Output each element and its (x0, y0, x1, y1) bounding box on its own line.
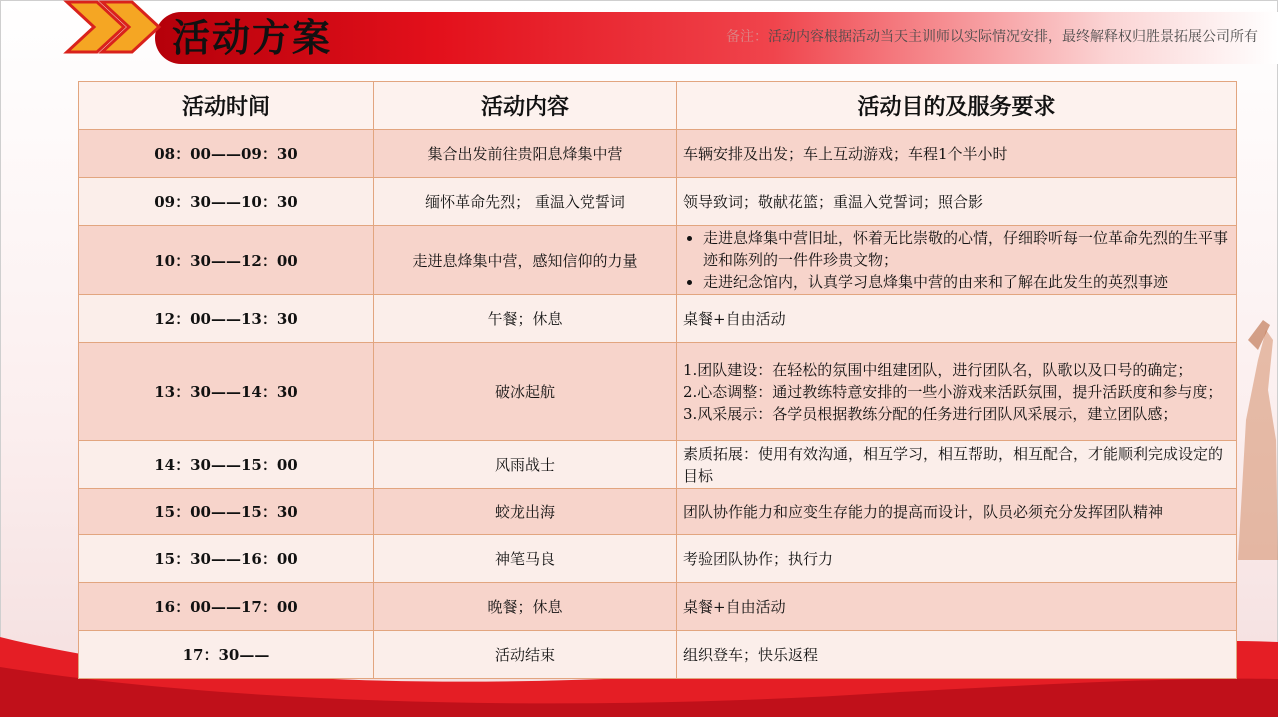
goal-cell: 桌餐+自由活动 (677, 295, 1237, 343)
table-row (79, 489, 1237, 535)
time-cell: 10：30——12：00 (79, 226, 374, 295)
table-row (79, 441, 1237, 489)
column-header-goal: 活动目的及服务要求 (677, 82, 1237, 130)
header-note-prefix: 备注： (726, 29, 768, 45)
goal-bullet: • 走进息烽集中营旧址，怀着无比崇敬的心情，仔细聆听每一位革命先烈的生平事迹和陈列的一件件珍贵文物； (703, 227, 1230, 271)
table-row (79, 583, 1237, 631)
content-cell: 破冰起航 (374, 343, 677, 441)
time-cell: 09：30——10：30 (79, 178, 374, 226)
content-cell: 晚餐；休息 (374, 583, 677, 631)
table-header-row (79, 82, 1237, 130)
table-row (79, 631, 1237, 679)
table-row (79, 178, 1237, 226)
table-row (79, 295, 1237, 343)
content-cell: 缅怀革命先烈； 重温入党誓词 (374, 178, 677, 226)
time-cell: 08：00——09：30 (79, 130, 374, 178)
header-note (726, 26, 1258, 46)
content-cell: 蛟龙出海 (374, 489, 677, 535)
time-cell: 15：00——15：30 (79, 489, 374, 535)
goal-line: 1.团队建设：在轻松的氛围中组建团队，进行团队名，队歌以及口号的确定； (683, 360, 1193, 379)
table-row (79, 226, 1237, 295)
content-cell: 活动结束 (374, 631, 677, 679)
content-cell: 风雨战士 (374, 441, 677, 489)
content-cell: 走进息烽集中营，感知信仰的力量 (374, 226, 677, 295)
content-cell: 神笔马良 (374, 535, 677, 583)
schedule-table (78, 81, 1237, 679)
time-cell: 12：00——13：30 (79, 295, 374, 343)
goal-cell (677, 226, 1237, 295)
goal-cell: 车辆安排及出发；车上互动游戏；车程1个半小时 (677, 130, 1237, 178)
column-header-content: 活动内容 (374, 82, 677, 130)
time-cell: 15：30——16：00 (79, 535, 374, 583)
time-cell: 17：30—— (79, 631, 374, 679)
time-cell: 16：00——17：00 (79, 583, 374, 631)
chevron-double-right-icon (62, 0, 162, 55)
goal-cell: 桌餐+自由活动 (677, 583, 1237, 631)
time-cell: 14：30——15：00 (79, 441, 374, 489)
goal-cell: 素质拓展：使用有效沟通，相互学习，相互帮助，相互配合，才能顺利完成设定的目标 (677, 441, 1237, 489)
goal-cell (677, 343, 1237, 441)
table-row (79, 535, 1237, 583)
column-header-time: 活动时间 (79, 82, 374, 130)
goal-bullet-list (683, 227, 1230, 293)
goal-cell: 领导致词；敬献花篮；重温入党誓词；照合影 (677, 178, 1237, 226)
table-row (79, 130, 1237, 178)
time-cell: 13：30——14：30 (79, 343, 374, 441)
goal-bullet: • 走进纪念馆内，认真学习息烽集中营的由来和了解在此发生的英烈事迹 (703, 271, 1230, 293)
content-cell: 午餐；休息 (374, 295, 677, 343)
header-note-text: 活动内容根据活动当天主训师以实际情况安排，最终解释权归胜景拓展公司所有 (768, 29, 1258, 45)
content-cell: 集合出发前往贵阳息烽集中营 (374, 130, 677, 178)
goal-cell: 组织登车；快乐返程 (677, 631, 1237, 679)
goal-cell: 考验团队协作；执行力 (677, 535, 1237, 583)
goal-line: 3.风采展示：各学员根据教练分配的任务进行团队风采展示，建立团队感； (683, 404, 1178, 423)
table-row (79, 343, 1237, 441)
page-title: 活动方案 (172, 16, 333, 60)
goal-cell: 团队协作能力和应变生存能力的提高而设计，队员必须充分发挥团队精神 (677, 489, 1237, 535)
goal-line: 2.心态调整：通过教练特意安排的一些小游戏来活跃氛围，提升活跃度和参与度； (683, 382, 1223, 401)
